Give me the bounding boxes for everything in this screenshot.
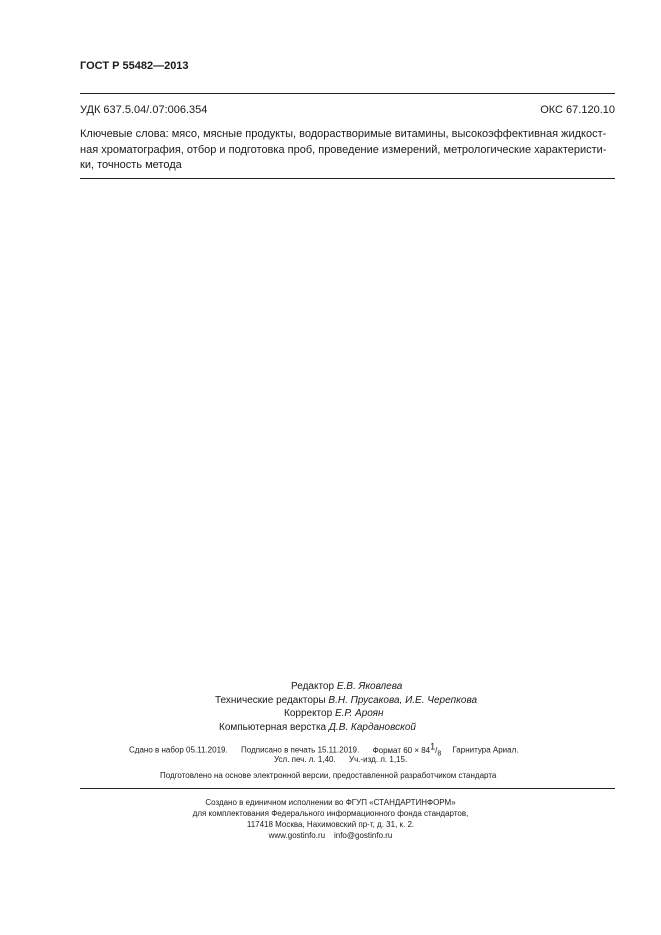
keywords-line: ки, точность метода: [80, 159, 182, 171]
footer-line: 117418 Москва, Нахимовский пр-т, д. 31, к. 2.: [246, 820, 415, 829]
editor-line: [291, 680, 661, 694]
standard-code: ГОСТ Р 55482—2013: [80, 60, 189, 72]
format-prefix: Формат 60 × 84: [372, 745, 431, 755]
oks-code: ОКС 67.120.10: [540, 104, 615, 116]
tech-editors-role: Технические редакторы: [215, 694, 326, 706]
layout-line: [219, 721, 661, 735]
corrector-line: [284, 707, 661, 721]
sent-date: Сдано в набор 05.11.2019.: [129, 745, 228, 755]
format-numerator: 1: [430, 741, 436, 751]
layout-name: Д.В. Кардановской: [328, 721, 416, 733]
keywords-block: [80, 127, 615, 174]
credits-block: [0, 680, 661, 734]
format-denominator: 8: [437, 750, 442, 758]
imprint-line-2: [274, 755, 407, 764]
top-divider: [80, 93, 615, 94]
corrector-role: Корректор: [284, 708, 333, 719]
layout-role: Компьютерная верстка: [219, 721, 327, 733]
footer-block: [0, 797, 661, 841]
font-family-note: Гарнитура Ариал.: [452, 745, 519, 755]
footer-line: для комплектования Федерального информационного фонда стандартов,: [192, 809, 469, 818]
tech-editors-names: В.Н. Прусакова, И.Е. Черепкова: [328, 694, 478, 706]
editor-name: Е.В. Яковлева: [336, 681, 403, 692]
publishing-sheets: Уч.-изд. л. 1,15.: [349, 755, 408, 764]
footer-divider: [80, 788, 615, 789]
signed-date: Подписано в печать 15.11.2019.: [241, 745, 360, 755]
keywords-line: Ключевые слова: мясо, мясные продукты, водорастворимые витамины, высокоэффективная жидкост-: [80, 128, 607, 140]
prepared-note: Подготовлено на основе электронной версии, предоставленной разработчиком стандарта: [160, 771, 497, 780]
print-sheets: Усл. печ. л. 1,40.: [274, 755, 336, 764]
keywords-divider: [80, 178, 615, 179]
keywords-line: ная хроматография, отбор и подготовка проб, проведение измерений, метрологические характеристи-: [80, 143, 607, 156]
email-link[interactable]: info@gostinfo.ru: [333, 831, 393, 840]
udk-code: УДК 637.5.04/.07:006.354: [80, 104, 208, 116]
website-link[interactable]: www.gostinfo.ru: [268, 831, 326, 840]
tech-editors-line: [215, 694, 661, 708]
footer-line: Создано в единичном исполнении во ФГУП «СТАНДАРТИНФОРМ»: [205, 798, 456, 807]
corrector-name: Е.Р. Ароян: [334, 708, 384, 719]
editor-role: Редактор: [291, 681, 335, 692]
footer-contacts: [0, 830, 661, 841]
format: Формат $60 \times 84^1/_8$: [372, 741, 442, 758]
